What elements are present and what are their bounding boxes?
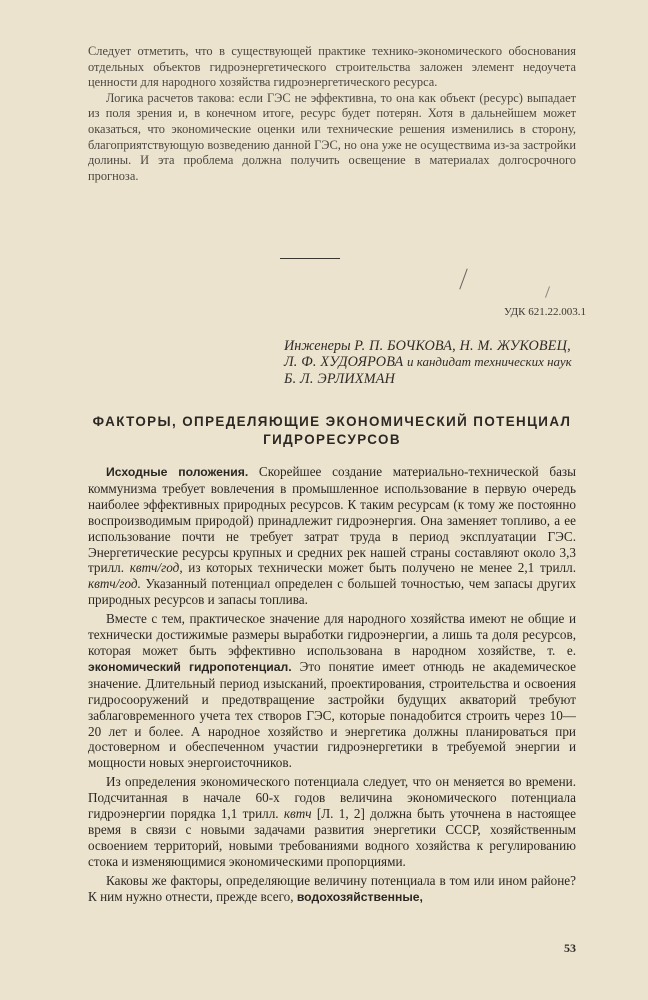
authors-names: Р. П. БОЧКОВА, Н. М. ЖУКОВЕЦ, Л. Ф. ХУДОЯРОВА (284, 338, 571, 371)
article-body (88, 464, 576, 908)
authors-prefix: Инженеры (284, 338, 351, 354)
paragraph: Логика расчетов такова: если ГЭС не эффективна, то она как объект (ресурс) выпадает из поля зрения и, в конечном итоге, ресурс будет потерян. Хотя в дальнейшем может оказаться, что экономические оценки или технические решения изменились в сторону, благоприятствующую возведению данной ГЭС, но она уже не осуществима из-за застройки долины. И эта проблема должна получить освещение в материалах долгосрочного прогноза. (88, 90, 576, 183)
page-number: 53 (564, 941, 576, 955)
udk-code: УДК 621.22.003.1 (503, 306, 586, 318)
term-highlight: экономический гидропотенциал. (88, 659, 292, 674)
paragraph: Из определения экономического потенциала следует, что он меняется во времени. Подсчитанная в начале 60-х годов величина экономического потенциала гидроэнергии порядка 1,1 трилл. квтч [Л. 1, 2] должна быть уточнена в настоящее время в связи с новыми задачами развития энергетики СССР, хозяйственным освоением территорий, новыми требованиями водного хозяйства к регулированию стока и изменяющимися экономическими пропорциями. (88, 774, 576, 869)
pencil-mark (459, 268, 467, 289)
section-divider (280, 258, 340, 259)
authors-block (284, 338, 574, 387)
section-lead: Исходные положения. (106, 465, 249, 479)
paragraph: Следует отметить, что в существующей практике технико-экономического обоснования отдельных объектов гидроэнергетического строительства заложен элемент недоучета ценности для народного хозяйства гидроэнергетического ресурса. (88, 44, 576, 90)
paragraph: Исходные положения. Скорейшее создание материально-технической базы коммунизма требует вовлечения в промышленное использование в первую очередь наиболее эффективных природных ресурсов. К таким ресурсам (к тому же постоянно воспроизводимым природой) принадлежит гидроэнергия. Она заменяет топливо, а ее использование почти не требует затрат труда в период эксплуатации ГЭС. Энергетические ресурсы крупных и средних рек нашей страны составляют около 3,3 трилл. квтч/год, из которых технически может быть получено не менее 2,1 трилл. квтч/год. Указанный потенциал определен с большей точностью, чем запасы других природных ресурсов и запасы топлива. (88, 464, 576, 608)
paragraph: Вместе с тем, практическое значение для народного хозяйства имеют не общие и технически достижимые размеры выработки гидроэнергии, а лишь та доля ресурсов, которая может быть эффективно использована в народном хозяйстве, т. е. экономический гидропотенциал. Это понятие имеет отнюдь не академическое значение. Длительный период изысканий, проектирования, строительства и освоения гидросооружений и предотвращение застройки будущих акваторий требуют заблаговременного учета тех створов ГЭС, которые понадобится строить через 10—20 лет и более. А народное хозяйство и энергетика должны планироваться при достоверном и обеспеченном участии гидроэнергетики в требуемой энергии и мощности новых энергоисточников. (88, 611, 576, 771)
term-highlight: водохозяйственные, (296, 889, 423, 904)
unit: квтч/год. (88, 576, 141, 592)
unit: квтч (283, 806, 312, 822)
authors-conjunction: и кандидат технических наук (406, 354, 572, 370)
authors-last-name: Б. Л. ЭРЛИХМАН (284, 370, 396, 387)
unit: квтч/год, (129, 560, 183, 576)
previous-article-ending (88, 44, 576, 184)
article-title: ФАКТОРЫ, ОПРЕДЕЛЯЮЩИЕ ЭКОНОМИЧЕСКИЙ ПОТЕНЦИАЛ ГИДРОРЕСУРСОВ (92, 414, 572, 447)
pencil-mark (545, 286, 550, 298)
paragraph: Каковы же факторы, определяющие величину потенциала в том или ином районе? К ним нужно отнести, прежде всего, водохозяйственные, (88, 872, 576, 904)
